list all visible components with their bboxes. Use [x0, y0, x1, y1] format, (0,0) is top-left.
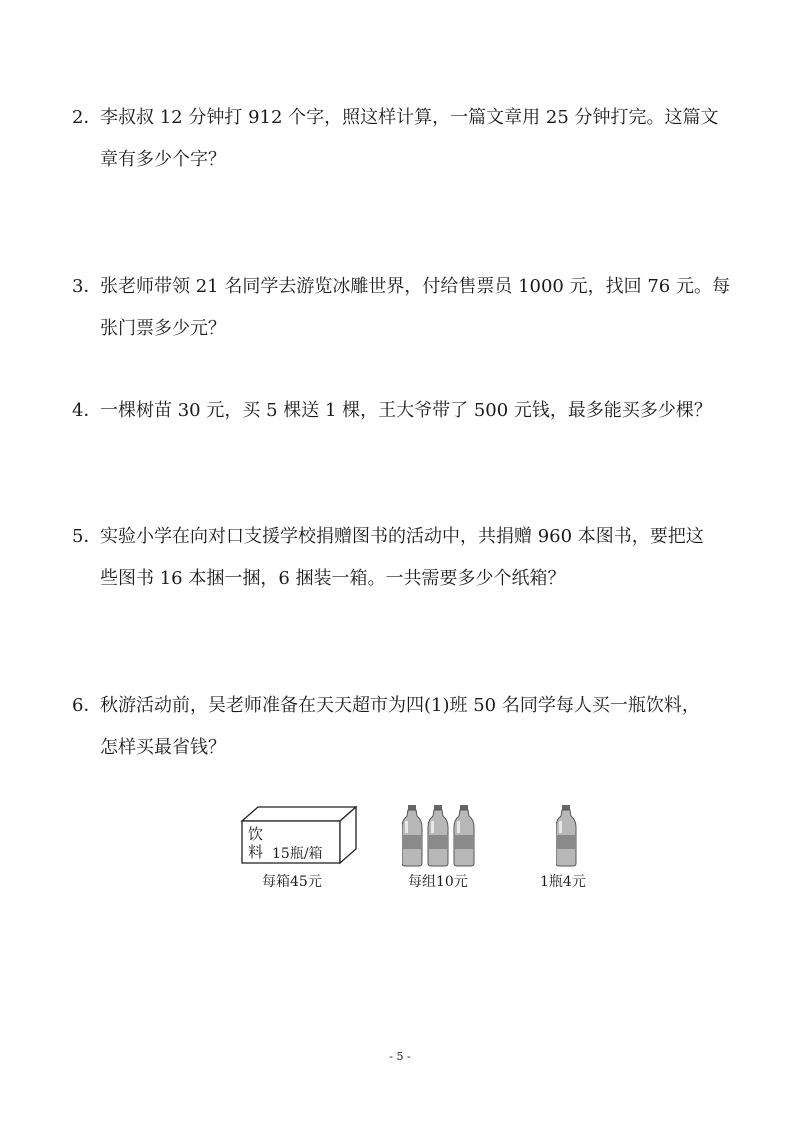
question-number: 6． [72, 695, 102, 716]
question-text: 张老师带领 21 名同学去游览冰雕世界，付给售票员 1000 元，找回 76 元。每 [100, 276, 730, 297]
group-caption: 每组10元 [408, 874, 468, 890]
question-2 [72, 107, 732, 171]
single-caption: 1瓶4元 [540, 874, 586, 890]
bottle-group-icon [402, 805, 476, 867]
question-text-cont: 些图书 16 本捆一捆，6 捆装一箱。一共需要多少个纸箱？ [100, 568, 566, 589]
question-5 [72, 526, 732, 590]
page-number: - 5 - [389, 1050, 411, 1063]
box-spec: 15瓶/箱 [272, 846, 323, 862]
box-caption: 每箱45元 [262, 874, 322, 890]
question-text-cont: 怎样买最省钱？ [100, 737, 226, 758]
box-label-top: 饮 [248, 825, 264, 843]
question-text: 实验小学在向对口支援学校捐赠图书的活动中，共捐赠 960 本图书，要把这 [100, 526, 704, 547]
price-figure [240, 805, 600, 905]
question-number: 3． [72, 276, 102, 297]
question-6 [72, 695, 732, 759]
question-4 [72, 400, 732, 422]
question-text-cont: 章有多少个字？ [100, 149, 226, 170]
question-number: 5． [72, 526, 102, 547]
question-3 [72, 276, 732, 340]
question-number: 2． [72, 107, 102, 128]
box-label-bottom: 料 [248, 843, 264, 861]
question-text-cont: 张门票多少元？ [100, 318, 226, 339]
question-text: 李叔叔 12 分钟打 912 个字，照这样计算，一篇文章用 25 分钟打完。这篇文 [100, 107, 719, 128]
question-number: 4． [72, 400, 102, 421]
single-bottle-icon [556, 805, 578, 867]
question-text: 秋游活动前，吴老师准备在天天超市为四(1)班 50 名同学每人买一瓶饮料， [100, 695, 700, 716]
question-text: 一棵树苗 30 元，买 5 棵送 1 棵，王大爷带了 500 元钱，最多能买多少棵？ [100, 400, 712, 421]
